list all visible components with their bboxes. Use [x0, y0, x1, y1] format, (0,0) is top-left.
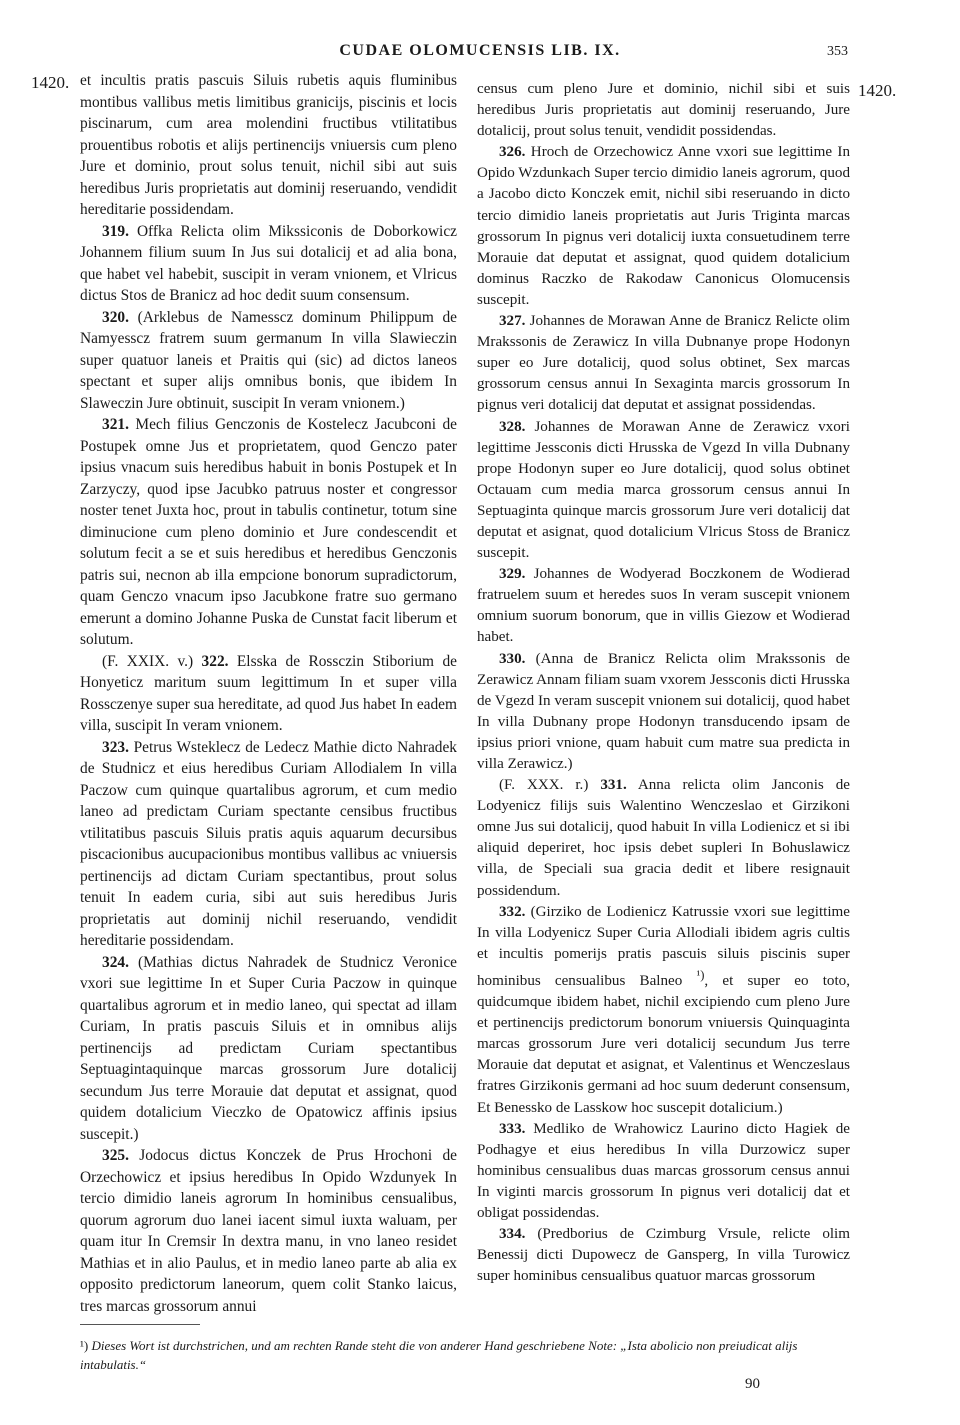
entry-328 — [477, 417, 850, 565]
entry-number: 332. — [499, 903, 526, 920]
paragraph-text: census cum pleno Jure et dominio, nichil sibi et suis heredibus Juris proprietatis aut dominij reseruando, Jure dotalicij, prout solus tenuit, vendidit possidendas. — [477, 81, 850, 140]
entry-334 — [477, 1224, 850, 1287]
entry-text: (Anna de Branicz Relicta olim Mrakssonis de Zerawicz Annam filiam suam vxorem Jessconis dicti Hrusska de Vgezd In veram suscepit vnionem sui dotalicij, quod habet In villa Dubnany prope Hodonyn transducendo ipsam de ipsius priori vnione, quam habuit cum matre sua predicta in villa Zerawicz.) — [477, 650, 850, 772]
entry-text: Hroch de Orzechowicz Anne vxori sue legittime In Opido Wzdunkach Super tercio dimidio laneis agrorum, quod a Jacobo dicto Konczek emit, nichil sibi reseruando in dicto tercio dimidio laneis proprietatis aut Juris Triginta marcas grossorum In pignus veri dotalicij iuxta consuetudinem terre Morauie dat deputat et assignat, quod quidem dotalicium dominus Raczko de Rakodaw Canonicus Olomucensis suscepit. — [477, 144, 850, 308]
footnote-mark: ¹) — [80, 1338, 89, 1353]
entry-number: 324. — [102, 953, 129, 971]
entry-325 — [80, 1145, 457, 1317]
entry-text: (Arklebus de Namesscz dominum Philippum de Namyessсz fratrem suum germanum In villa Slawieczin super quatuor laneis et Praitis qui (sic) ad dictos laneos spectant et super alijs omnibus bonis, que ibidem In Slaweczin Jure obtinuit, suscipit In veram vnionem.) — [80, 308, 457, 412]
entry-text: , et super eo toto, quidcumque ibidem habet, nichil excipiendo cum pleno Jure et pertinencijs predictorum bonorum vniuersis Quinquaginta marcas grossorum Jure veri dotalicij secundum Jus terre Morauie dat deputat et asignat, et Valentinus et Wenczeslaus fratres Girzikonis germani ad hoc suum dederunt consensum, Et Benessko de Lasskow hoc suscepit dotalicium.) — [477, 972, 850, 1116]
entry-text: Jodocus dictus Konczek de Prus Hrochoni de Orzechowicz et ipsius heredibus In Opido Wzdunyek In tercio dimidio laneis agrorum In hominibus censualibus, quorum agrorum duo lanei iacent simul iuxta waluam, per quam itur In Cremsir In dextra manu, in vno laneo residet Mathias et in alio Paulus, et in medio laneo parte ab alia ex opposito predictorum laneorum, quem colit Stanko laicus, tres marcas grossorum annui — [80, 1147, 457, 1315]
continued-paragraph — [80, 70, 457, 221]
entry-number: 326. — [499, 144, 526, 161]
page-header — [0, 42, 960, 66]
entry-number: 334. — [499, 1226, 526, 1243]
folio-reference: (F. XXIX. v.) — [102, 652, 194, 670]
entry-text: Johannes de Wodyerad Boczkonem de Wodierad fratruelem suum et heredes suos In veram suscepit vnionem omnium suorum bonorum, que in villis Giezow et Wodierad habet. — [477, 566, 851, 646]
entry-text: Medliko de Wrahowicz Laurino dicto Hagiek de Podhagye et eius heredibus In villa Durzowicz super hominibus censualibus duas marcas grossorum census annui In viginti marcis grossorum In pignus veri dotalicij dat et obligat possidendas. — [477, 1120, 850, 1221]
printer-signature: 90 — [745, 1376, 760, 1392]
footnote-text: Dieses Wort ist durchstrichen, und am rechten Rande steht die von anderer Hand geschriebene Note: „Ista abolicio non preiudicat alijs intabulatis.“ — [80, 1338, 798, 1372]
folio-reference: (F. XXX. r.) — [499, 777, 589, 794]
entry-text: Johannes de Morawan Anne de Zerawicz vxori legittime Jessconis dicti Hrusska de Vgezd In villa Dubnany prope Hodonyn super eo Jure dotalicij, quod solus obtinet Octauam cum media marca grossorum census annui In Septuaginta quinque marcis grossorum Jure veri dotalicij dat deputat et asignat, quod dotalicium Vlricus Stoss de Branicz suscepit. — [477, 418, 850, 562]
entry-text: Mech filius Genczonis de Kostelecz Jacubconi de Postupek omne Jus et proprietatem, quod Genczo pater ipsius vnacum suis heredibus habuit in bonis Postupek et In Zarzyczy, quod ipse Jacubko patruus noster et congressor noster tenet Juxta hoc, prout in tabulis continetur, totum sine diminucione cum pleno dominio et Jure condescendit et solutum fecit a se et suis heredibus et heredibus Genczonis patris sui, necnon ab illa empcione bonorum supradictorum, quam Genczo vnacum ipso Jacubkone fratre suo germano emerunt a domino Johanne Puska de Cunstat facit liberum et solutum. — [80, 416, 457, 648]
left-column — [80, 70, 457, 1317]
entry-number: 321. — [102, 416, 129, 433]
footnote — [80, 1336, 850, 1374]
entry-number: 320. — [102, 308, 129, 326]
entry-321 — [80, 414, 457, 651]
entry-number: 325. — [102, 1147, 129, 1164]
footnote-reference[interactable]: ¹) — [696, 967, 705, 982]
entry-text: Johannes de Morawan Anne de Branicz Relicte olim Mrakssonis de Zerawicz In villa Dubnanye prope Hodonyn super eo Jure dotalicij, quod solus obtinet, Sex marcas grossorum census annui In Sexaginta marcis grossorum In pignus veri dotalicij dat deputat et assignat possidendas. — [477, 313, 850, 414]
margin-year-left: 1420. — [31, 73, 70, 92]
entry-331 — [477, 775, 850, 902]
entry-number: 333. — [499, 1120, 526, 1137]
entry-number: 330. — [499, 650, 526, 667]
entry-text: (Girziko de Lodienicz Katrussie vxori sue legittime In villa Lodyenicz Super Curia Allodiali ibidem agris cultis et incultis pomerijs pratis pascuis siluis piscinis super hominibus censualibus Balneo — [477, 903, 850, 989]
entry-text: (Mathias dictus Nahradek de Studnicz Veronice vxori sue legittime In et Super Curia Paczow in quinque quartalibus agrorum et in medio laneo, qui spectat ad illam Curiam, In pratis pascuis Siluis et in omnibus alijs pertinencijs ad predictam Curiam spectantibus Septuagintaquinque marcas grossorum Jure dotalicij secundum Jus terre Morauie dat deputat et assignat, quod quidem dotalicium Vieczko de Opatowicz affinis ipsius suscepit.) — [80, 953, 457, 1143]
margin-year-right: 1420. — [858, 81, 897, 100]
entry-332 — [477, 902, 850, 1119]
entry-327 — [477, 311, 850, 416]
entry-324 — [80, 952, 457, 1146]
footnote-divider — [80, 1324, 200, 1325]
entry-text: Elsska de Rossczin Stiborium de Honyeticz maritum suum legittimum In et super villa Rossczenye super sua hereditate, ad quod Jus habet In eadem villa, suscipit In veram vnionem. — [80, 652, 457, 734]
entry-text: (Predborius de Czimburg Vrsule, relicte olim Benessij dicti Dupowecz de Gansperg, In villa Turowicz super hominibus censualibus quatuor marcas grossorum — [477, 1226, 850, 1285]
entry-number: 319. — [102, 222, 129, 240]
entry-322 — [80, 651, 457, 737]
entry-text: Offka Relicta olim Mikssiconis de Doborkowicz Johannem filium suum In Jus sui dotalicij et ad alia bona, que habet vel habebit, suscipit in veram vnionem, et Vlricus dictus Stos de Branicz ad hoc dedit suum consensum. — [80, 222, 457, 304]
entry-329 — [477, 564, 850, 648]
page-number: 353 — [827, 44, 848, 59]
running-title: CUDAE OLOMUCENSIS LIB. IX. — [339, 42, 621, 59]
entry-number: 322. — [201, 652, 229, 670]
continued-paragraph — [477, 79, 850, 142]
entry-330 — [477, 649, 850, 776]
entry-number: 327. — [499, 313, 526, 330]
paragraph-text: et incultis pratis pascuis Siluis rubetis aquis fluminibus montibus vallibus metis limitibus granicijs, piscinis et locis piscinarum, cum area molendini fructibus vtilitatibus prouentibus robotis et alijs pertinencijs vniuersis cum pleno Jure et dominio, prout solus tenuit, nichil sibi aut suis heredibus Juris proprietatis aut dominij reseruando, vendidit hereditarie possidendam. — [80, 72, 457, 218]
entry-number: 323. — [102, 738, 129, 756]
entry-text: Petrus Wsteklecz de Ledecz Mathie dicto Nahradek de Studnicz et eius heredibus Curiam Allodialem In villa Paczow cum quinque quartalibus agrorum, et cum medio laneo ad predictam Curiam spectante censibus fructibus vtilitatibus pascuis Siluis pratis aquis aquarum decursibus piscacionibus aucupacionibus montibus vallibus ac vniuersis pertinencijs ad dictam Curiam spectantibus, prout solus tenuit In eadem curia, sibi aut suis heredibus Juris proprietatis aut dominij nichil reseruando, vendidit hereditarie possidendam. — [80, 738, 457, 949]
entry-326 — [477, 142, 850, 311]
entry-number: 328. — [499, 418, 526, 435]
entry-text: Anna relicta olim Janconis de Lodyenicz filijs suis Walentino Wenczeslao et Girzikoni omne Jus sui dotalicij, quod habuit In villa Lodienicz et si ibi aliquid deperiret, hoc ipsis debet supleri In Bohuslawicz villa, de Speciali sua gracia dedit et libere resignauit possidendum. — [477, 777, 850, 899]
entry-333 — [477, 1119, 850, 1224]
entry-number: 331. — [600, 777, 627, 794]
entry-320 — [80, 307, 457, 415]
entry-319 — [80, 221, 457, 307]
right-column — [477, 79, 850, 1287]
entry-number: 329. — [499, 566, 526, 583]
entry-323 — [80, 737, 457, 952]
